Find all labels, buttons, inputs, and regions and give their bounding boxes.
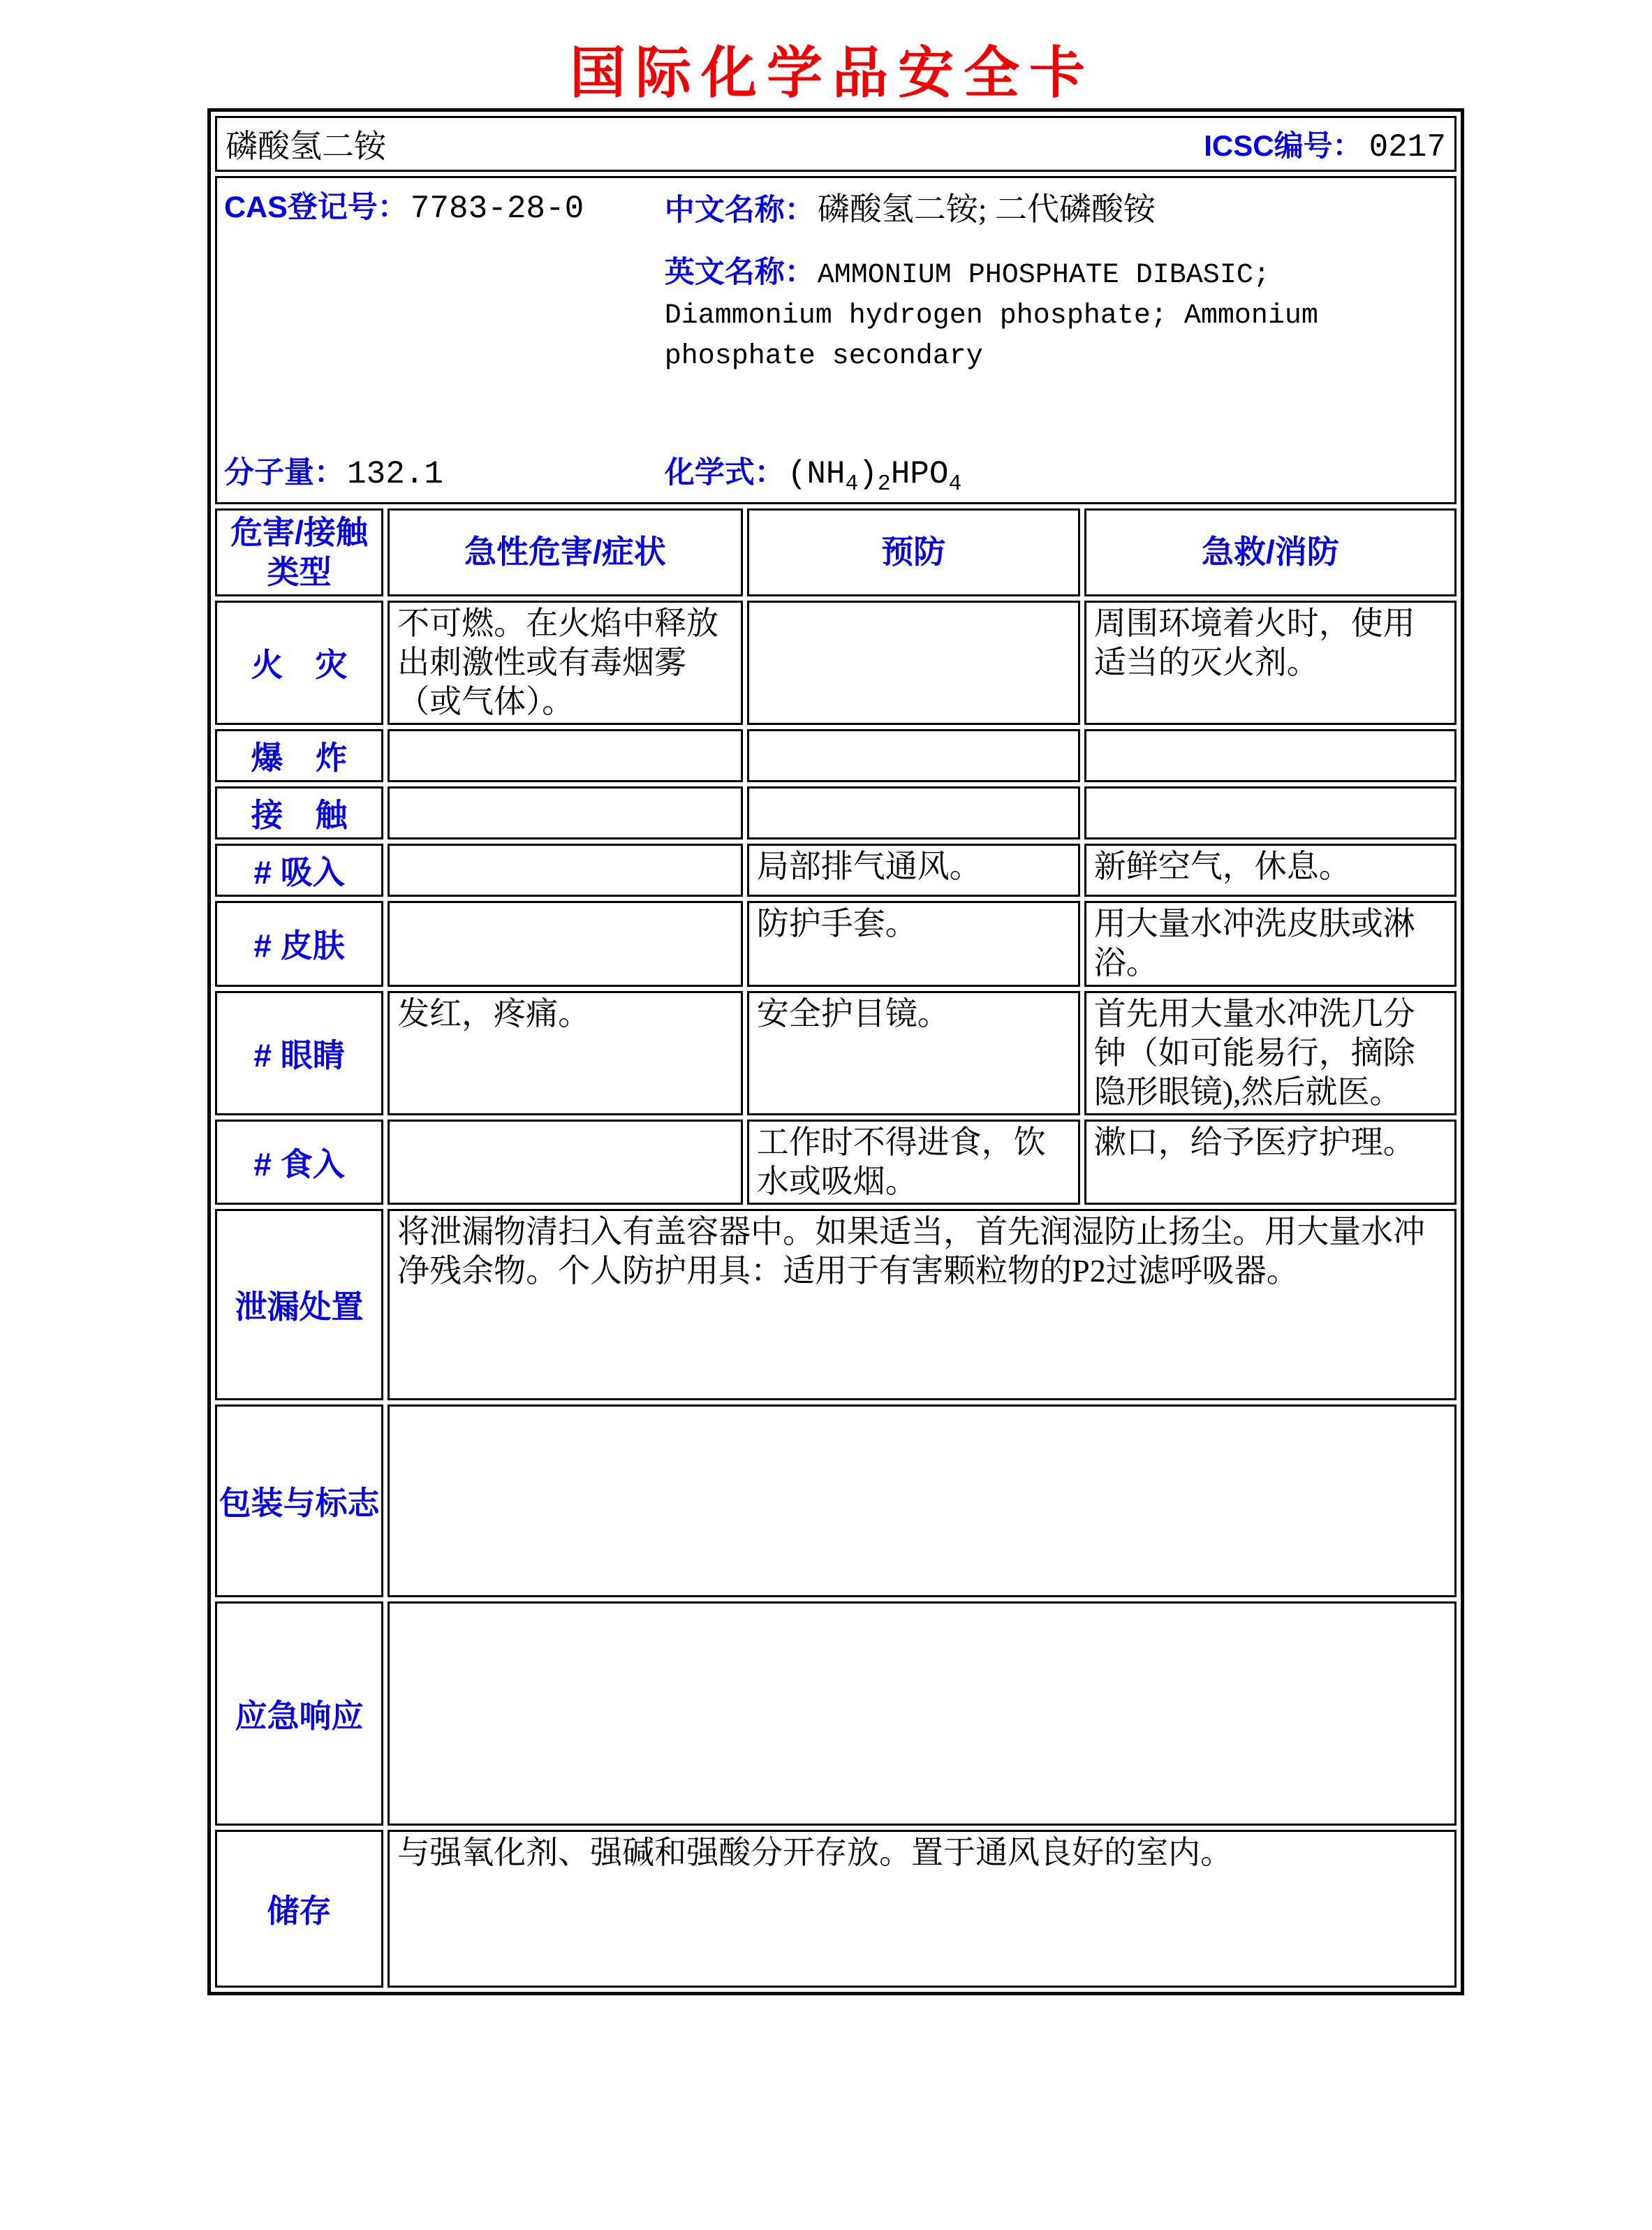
section-label-emergency: 应急响应 <box>215 1601 383 1826</box>
skin-symptoms <box>388 901 743 986</box>
cas-number-value: 7783-28-0 <box>410 191 584 227</box>
identity-row <box>215 176 1456 504</box>
explosion-prevention <box>747 729 1080 782</box>
hazard-row-fire <box>215 601 1456 725</box>
hazard-row-explosion <box>215 729 1456 782</box>
contact-prevention <box>747 786 1080 839</box>
inhalation-prevention: 局部排气通风。 <box>747 844 1080 897</box>
molecular-weight-label: 分子量： <box>224 456 344 490</box>
section-row-spill <box>215 1209 1456 1400</box>
ingestion-firstaid: 漱口，给予医疗护理。 <box>1084 1120 1456 1205</box>
fire-prevention <box>747 601 1080 725</box>
ingestion-symptoms <box>388 1120 743 1205</box>
identity-cell <box>215 176 1456 504</box>
formula-label: 化学式： <box>664 456 785 490</box>
identity-spacer <box>224 230 665 449</box>
hazard-row-inhalation <box>215 844 1456 897</box>
icsc-number-group <box>1204 123 1446 166</box>
row-label-contact: 接 触 <box>215 786 383 839</box>
substance-name: 磷酸氢二铵 <box>226 129 386 164</box>
section-label-spill: 泄漏处置 <box>215 1209 383 1400</box>
english-name-line <box>665 251 1447 449</box>
contact-symptoms <box>388 786 743 839</box>
col-header-hazard-type: 危害/接触类型 <box>215 508 383 596</box>
col-header-symptoms: 急性危害/症状 <box>388 508 743 596</box>
section-row-packaging <box>215 1404 1456 1597</box>
row-label-skin: # 皮肤 <box>215 901 383 986</box>
cas-number-label: CAS登记号： <box>224 191 408 224</box>
formula-line <box>665 449 1447 497</box>
packaging-content <box>388 1404 1456 1597</box>
row-label-explosion: 爆 炸 <box>215 729 383 782</box>
icsc-number-label: ICSC编号： <box>1204 129 1362 162</box>
section-label-packaging: 包装与标志 <box>215 1404 383 1597</box>
formula-value: $(NH_4)_2HPO_4$ <box>787 456 962 497</box>
fire-firstaid: 周围环境着火时，使用适当的灭火剂。 <box>1084 601 1456 725</box>
skin-firstaid: 用大量水冲洗皮肤或淋浴。 <box>1084 901 1456 986</box>
inhalation-symptoms <box>388 844 743 897</box>
icsc-number-value: 0217 <box>1369 129 1446 166</box>
name-row <box>215 116 1456 172</box>
row-label-fire: 火 灾 <box>215 601 383 725</box>
page-title: 国际化学品安全卡 <box>570 40 1095 105</box>
name-row-cell <box>215 116 1456 172</box>
chinese-name-value: 磷酸氢二铵; 二代磷酸铵 <box>817 191 1156 227</box>
section-row-emergency <box>215 1601 1456 1826</box>
hazard-row-ingestion <box>215 1120 1456 1205</box>
row-label-ingestion: # 食入 <box>215 1120 383 1205</box>
safety-card-table <box>211 112 1461 1992</box>
section-label-storage: 储存 <box>215 1830 383 1988</box>
emergency-content <box>388 1601 1456 1826</box>
molecular-weight-value: 132.1 <box>347 456 444 492</box>
explosion-firstaid <box>1084 729 1456 782</box>
col-header-firstaid: 急救/消防 <box>1084 508 1456 596</box>
hazard-row-eyes <box>215 991 1456 1115</box>
cas-number-line <box>224 184 665 230</box>
explosion-symptoms <box>388 729 743 782</box>
skin-prevention: 防护手套。 <box>747 901 1080 986</box>
english-name-label: 英文名称： <box>664 256 815 289</box>
hazard-row-contact <box>215 786 1456 839</box>
ingestion-prevention: 工作时不得进食，饮水或吸烟。 <box>747 1120 1080 1205</box>
storage-content: 与强氧化剂、强碱和强酸分开存放。置于通风良好的室内。 <box>388 1830 1456 1988</box>
chinese-name-label: 中文名称： <box>664 193 815 227</box>
col-header-prevention: 预防 <box>747 508 1080 596</box>
english-name-value: AMMONIUM PHOSPHATE DIBASIC; Diammonium hydrogen phosphate; Ammonium phosphate secondary <box>664 260 1318 372</box>
eyes-firstaid: 首先用大量水冲洗几分钟（如可能易行，摘除隐形眼镜),然后就医。 <box>1084 991 1456 1115</box>
spill-content: 将泄漏物清扫入有盖容器中。如果适当，首先润湿防止扬尘。用大量水冲净残余物。个人防护用具：适用于有害颗粒物的P2过滤呼吸器。 <box>388 1209 1456 1400</box>
chinese-name-line <box>665 184 1447 230</box>
row-label-inhalation: # 吸入 <box>215 844 383 897</box>
contact-firstaid <box>1084 786 1456 839</box>
section-row-storage <box>215 1830 1456 1988</box>
row-label-eyes: # 眼睛 <box>215 991 383 1115</box>
hazard-header-row <box>215 508 1456 596</box>
eyes-symptoms: 发红，疼痛。 <box>388 991 743 1115</box>
eyes-prevention: 安全护目镜。 <box>747 991 1080 1115</box>
inhalation-firstaid: 新鲜空气，休息。 <box>1084 844 1456 897</box>
molecular-weight-line <box>224 449 665 497</box>
fire-symptoms: 不可燃。在火焰中释放出刺激性或有毒烟雾（或气体）。 <box>388 601 743 725</box>
safety-card <box>207 108 1464 1995</box>
hazard-row-skin <box>215 901 1456 986</box>
